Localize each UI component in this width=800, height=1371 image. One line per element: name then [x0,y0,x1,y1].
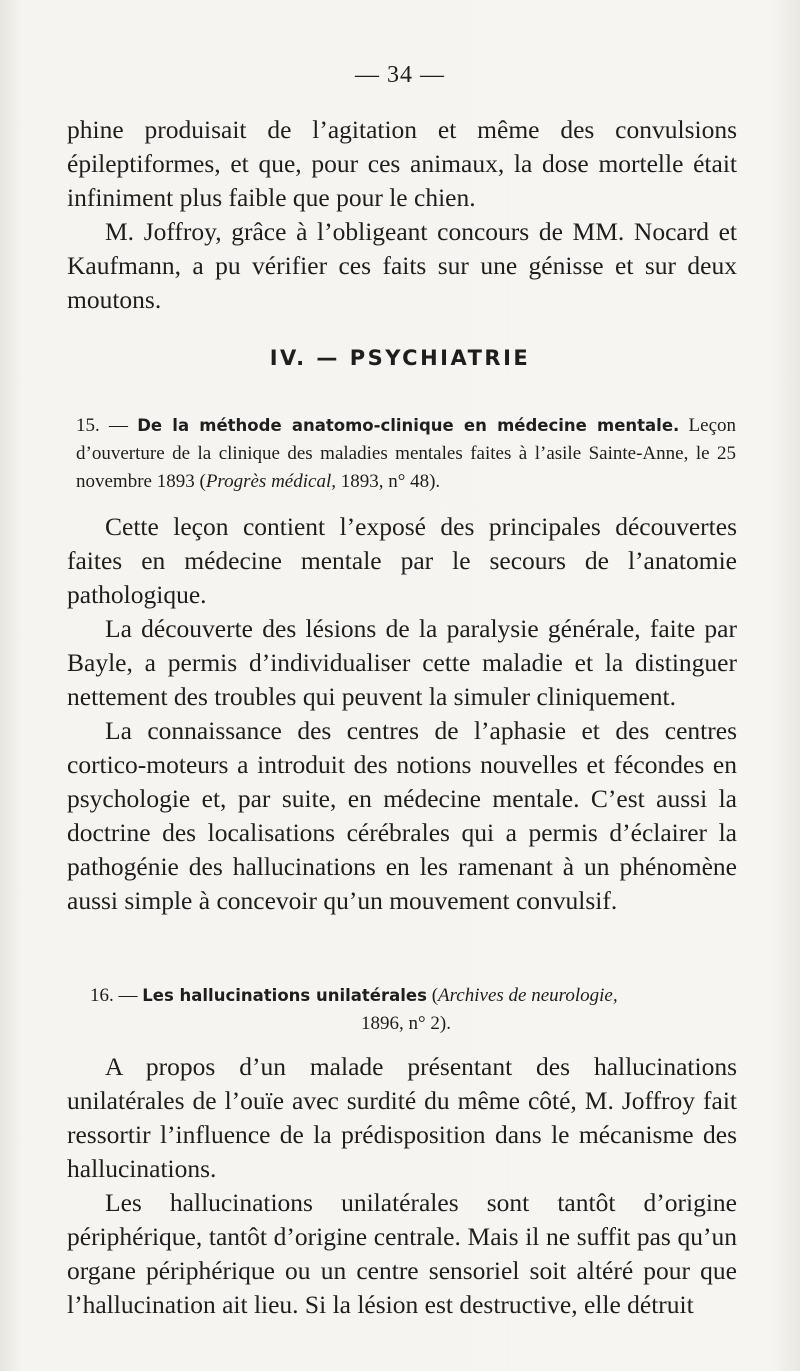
intro-paragraph-2: M. Joffroy, grâce à l’obligeant concours de MM. Nocard et Kaufmann, a pu vérifier ces faits sur une génisse et sur deux moutons. [67,217,737,314]
section-heading: IV. — PSYCHIATRIE [269,346,531,370]
reference-16 [76,982,736,1038]
reference-15-source: Progrès médical, [205,471,336,492]
reference-15-number: 15. — [76,415,128,436]
reference-15-title: De la méthode anatomo-clinique en médecine mentale. [137,416,680,435]
ref15-paragraph-1: Cette leçon contient l’exposé des principales découvertes faites en médecine mentale par le secours de l’anatomie pathologique. [67,512,737,609]
page-number: — 34 — [355,62,445,88]
reference-16-number: 16. — [90,985,138,1006]
ref15-paragraph-3: La connaissance des centres de l’aphasie et des centres cortico-moteurs a introduit des notions nouvelles et fécondes en psychologie et, par suite, en médecine mentale. C’est aussi la doctrine des localisations cérébrales qui a permis d’éclairer la pathogénie des hallucinations en les ramenant à un phénomène aussi simple à concevoir qu’un mouvement convulsif. [67,716,737,915]
ref16-paragraph-1: A propos d’un malade présentant des hallucinations unilatérales de l’ouïe avec surdité du même côté, M. Joffroy fait ressortir l’influence de la prédisposition dans le mécanisme des hallucinations. [67,1052,737,1183]
intro-paragraph-1: phine produisait de l’agitation et même des convulsions épileptiformes, et que, pour ces animaux, la dose mortelle était infiniment plus faible que pour le chien. [67,115,737,212]
reference-16-text-end: 1896, n° 2). [361,1013,451,1034]
reference-15-body [67,510,737,918]
intro-text [67,113,737,317]
reference-15-text-end: 1893, n° 48). [335,471,441,492]
reference-16-text: ( [426,985,439,1006]
reference-16-body [67,1050,737,1322]
ref16-paragraph-2: Les hallucinations unilatérales sont tantôt d’origine périphérique, tantôt d’origine centrale. Mais il ne suffit pas qu’un organe périphérique ou un centre sensoriel soit altéré pour que l’hallucination ait lieu. Si la lésion est destructive, elle détruit [67,1188,737,1319]
reference-15-text: Leçon d’ouverture de la clinique des maladies mentales faites à l’asile Sainte-Anne, le 25 novembre 1893 ( [76,415,737,492]
ref15-paragraph-2: La découverte des lésions de la paralysie générale, faite par Bayle, a permis d’individualiser cette maladie et la distinguer nettement des troubles qui peuvent la simuler cliniquement. [67,614,737,711]
reference-16-title: Les hallucinations unilatérales [142,986,427,1005]
reference-15 [76,412,736,496]
reference-16-source: Archives de neurologie, [438,985,618,1006]
